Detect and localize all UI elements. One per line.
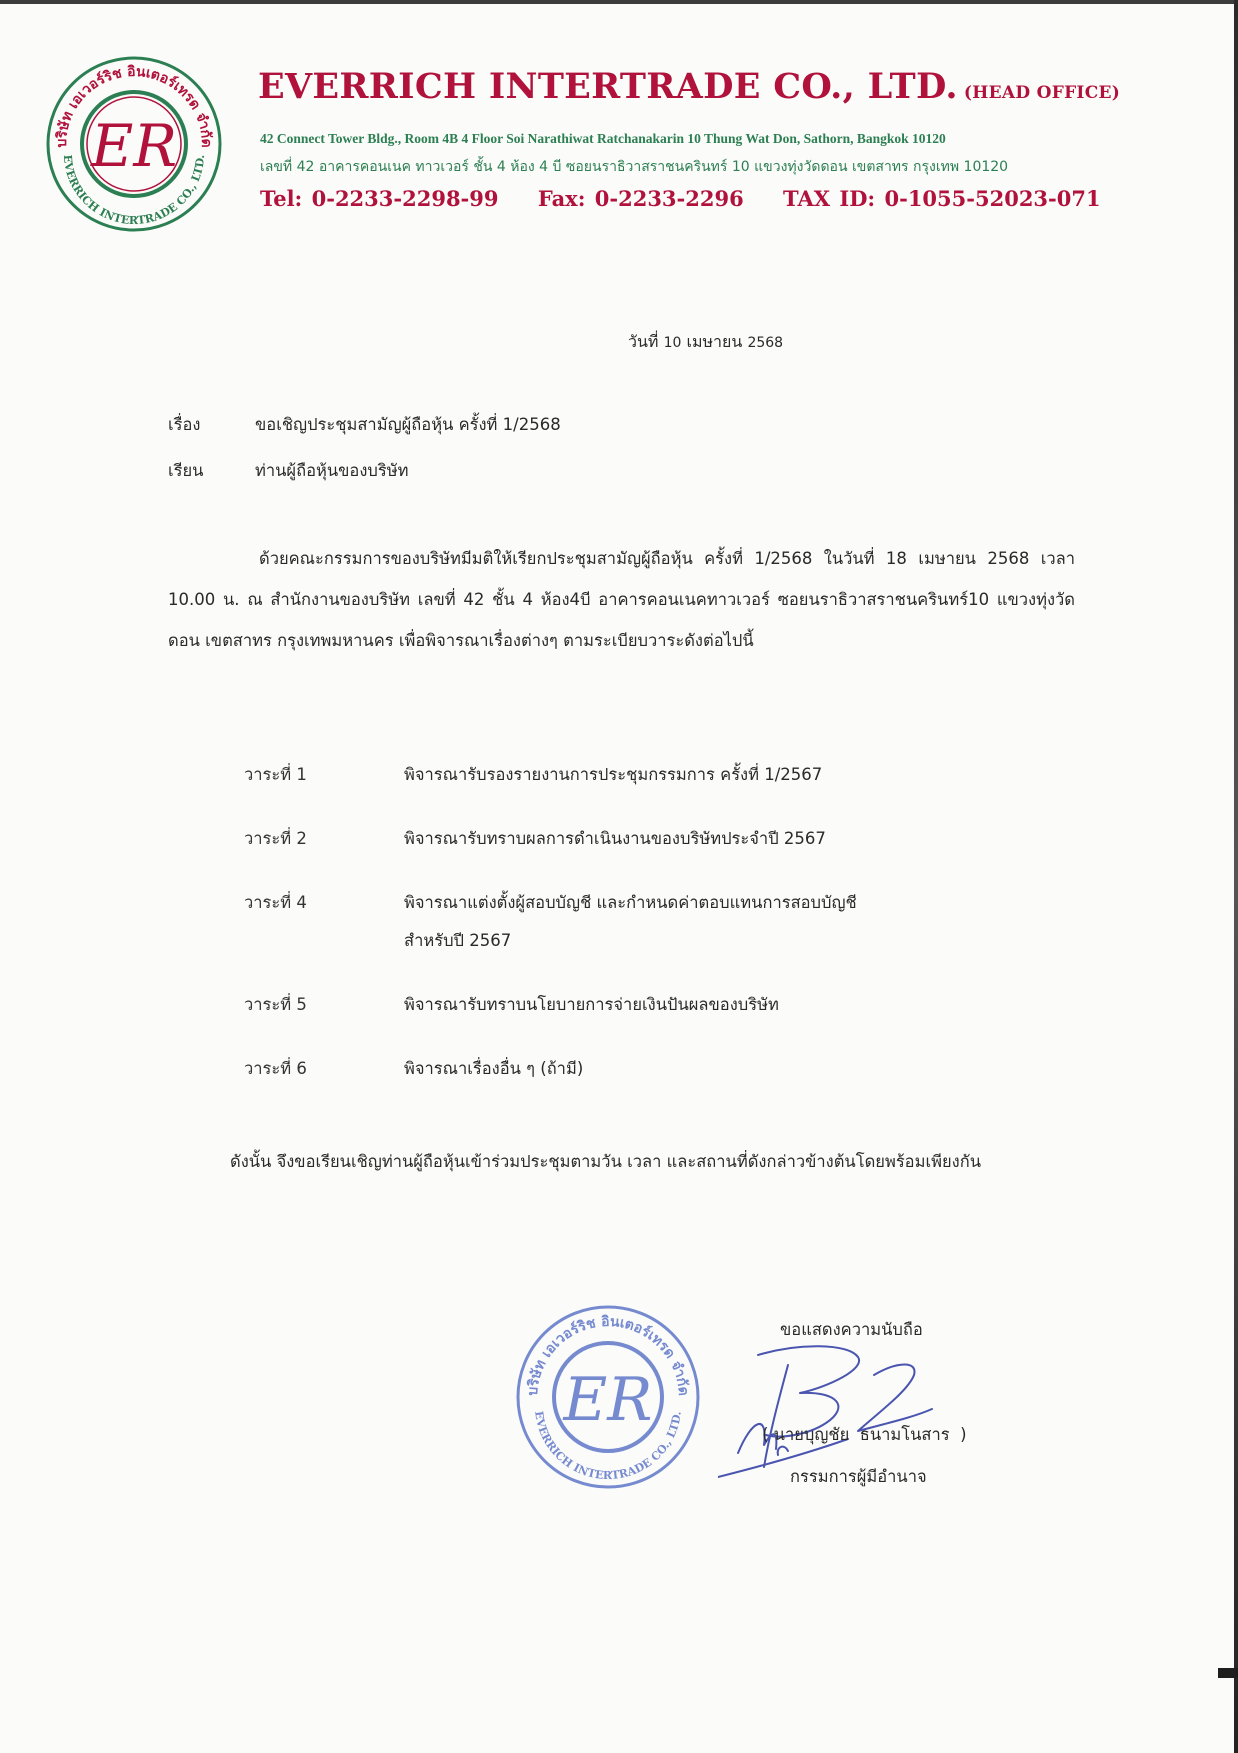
company-name: [258, 66, 1120, 107]
scan-right-edge: [1234, 0, 1238, 1753]
stamp-monogram: ER: [563, 1365, 653, 1435]
intro-paragraph: ด้วยคณะกรรมการของบริษัทมีมติให้เรียกประชุมสามัญผู้ถือหุ้น ครั้งที่ 1/2568 ในวันที่ 18 เมษายน 2568 เวลา 10.00 น. ณ สำนักงานของบริษัท เลขที่ 42 ชั้น 4 ห้อง4บี อาคารคอนเนคทาวเวอร์ ซอยนราธิวาสราชนครินทร์10 แขวงทุ่งวัดดอน เขตสาทร กรุงเทพมหานคร เพื่อพิจารณาเรื่องต่างๆ ตามระเบียบวาระดังต่อไปนี้: [168, 549, 1075, 650]
document-date: [628, 330, 783, 355]
phone-number: Tel: 0-2233-2298-99: [260, 186, 499, 211]
agenda-text: พิจารณารับทราบนโยบายการจ่ายเงินปันผลของบริษัท: [404, 995, 779, 1014]
logo-ring-text-en: EVERRICH INTERTRADE CO., LTD.: [60, 154, 208, 228]
agenda-number: วาระที่ 2: [244, 829, 307, 848]
closing-paragraph: ดังนั้น จึงขอเรียนเชิญท่านผู้ถือหุ้นเข้าร่วมประชุมตามวัน เวลา และสถานที่ดังกล่าวข้างต้นโดยพร้อมเพียงกัน: [230, 1152, 981, 1171]
subject-label: เรื่อง: [168, 415, 201, 434]
company-logo: [44, 54, 224, 234]
agenda-number: วาระที่ 6: [244, 1059, 307, 1078]
handwritten-signature: [718, 1335, 948, 1483]
date-year: 2568: [747, 335, 784, 351]
office-tag: (HEAD OFFICE): [963, 83, 1121, 103]
agenda-number: วาระที่ 1: [244, 765, 307, 784]
logo-ring-text-th: บริษัท เอเวอร์ริช อินเตอร์เทรด จำกัด: [53, 63, 215, 148]
subject-text: ขอเชิญประชุมสามัญผู้ถือหุ้น ครั้งที่ 1/2568: [255, 415, 561, 434]
address-english: 42 Connect Tower Bldg., Room 4B 4 Floor Soi Narathiwat Ratchanakarin 10 Thung Wat Don, Sathorn, Bangkok 10120: [260, 131, 946, 146]
stamp-ring-text-th: บริษัท เอเวอร์ริช อินเตอร์เทรด จำกัด: [524, 1313, 692, 1397]
subject-line: [168, 412, 561, 438]
date-prefix: วันที่: [628, 332, 659, 351]
signatory-name: ( นายบุญชัย ธนามโนสาร ): [762, 1425, 967, 1444]
agenda-item: [244, 820, 1024, 858]
scan-top-edge: [0, 0, 1238, 4]
agenda-number: วาระที่ 4: [244, 893, 307, 912]
company-stamp: [513, 1302, 703, 1492]
agenda-text: พิจารณารับรองรายงานการประชุมกรรมการ ครั้งที่ 1/2567: [404, 765, 823, 784]
address-thai: เลขที่ 42 อาคารคอนเนค ทาวเวอร์ ชั้น 4 ห้อง 4 บี ซอยนราธิวาสราชนครินทร์ 10 แขวงทุ่งวัดดอน เขตสาทร กรุงเทพ 10120: [260, 159, 1009, 175]
agenda-text-continued: สำหรับปี 2567: [404, 931, 512, 950]
agenda-item: [244, 884, 1024, 960]
logo-monogram: ER: [90, 112, 178, 180]
date-day: 10: [663, 335, 682, 351]
agenda-number: วาระที่ 5: [244, 995, 307, 1014]
agenda-text: พิจารณารับทราบผลการดำเนินงานของบริษัทประจำปี 2567: [404, 829, 826, 848]
stamp-ring-text-en: EVERRICH INTERTRADE CO., LTD.: [532, 1410, 684, 1483]
recipient-label: เรียน: [168, 461, 204, 480]
tax-id: TAX ID: 0-1055-52023-071: [783, 186, 1101, 211]
company-name-text: EVERRICH INTERTRADE CO., LTD.: [258, 66, 958, 107]
agenda-list: [244, 756, 1024, 1114]
recipient-line: [168, 458, 408, 484]
agenda-text: พิจารณาเรื่องอื่น ๆ (ถ้ามี): [404, 1059, 584, 1078]
recipient-text: ท่านผู้ถือหุ้นของบริษัท: [255, 461, 409, 480]
fax-number: Fax: 0-2233-2296: [537, 186, 744, 211]
contact-line: [260, 186, 1101, 211]
agenda-item: [244, 986, 1024, 1024]
date-month: เมษายน: [686, 332, 743, 351]
closing-salutation: ขอแสดงความนับถือ: [780, 1320, 923, 1339]
agenda-item: [244, 1050, 1024, 1088]
signatory-position: กรรมการผู้มีอำนาจ: [790, 1467, 927, 1486]
agenda-text: พิจารณาแต่งตั้งผู้สอบบัญชี และกำหนดค่าตอบแทนการสอบบัญชี: [404, 893, 857, 912]
scan-edge-mark: [1218, 1668, 1238, 1678]
agenda-item: [244, 756, 1024, 794]
